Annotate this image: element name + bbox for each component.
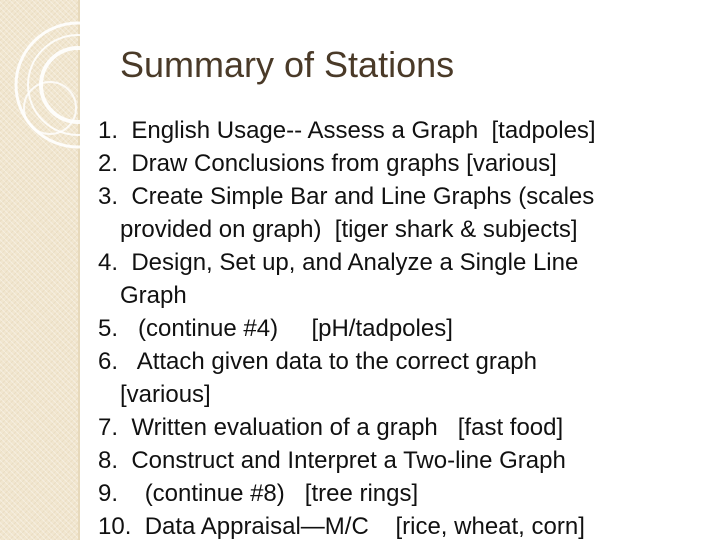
list-item	[98, 180, 708, 213]
list-item	[98, 246, 708, 279]
list-item-text: 6. Attach given data to the correct graph	[98, 348, 537, 375]
list-item-text: 1. English Usage-- Assess a Graph [tadpoles]	[98, 117, 596, 144]
list-item-text: 8. Construct and Interpret a Two-line Graph	[98, 447, 566, 474]
list-item-continuation: Graph	[120, 282, 187, 309]
list-item	[98, 147, 708, 180]
list-item-text: 3. Create Simple Bar and Line Graphs (scales	[98, 183, 595, 210]
list-item	[98, 444, 708, 477]
list-item	[98, 312, 708, 345]
list-item	[98, 378, 708, 411]
stations-list	[98, 114, 708, 543]
list-item	[98, 279, 708, 312]
list-item	[98, 510, 708, 543]
list-item	[98, 213, 708, 246]
list-item-text: 4. Design, Set up, and Analyze a Single Line	[98, 249, 579, 276]
list-item-text: 9. (continue #8) [tree rings]	[98, 480, 419, 507]
list-item-text: 10. Data Appraisal—M/C [rice, wheat, corn]	[98, 513, 585, 540]
list-item-continuation: [various]	[120, 381, 211, 408]
slide-title: Summary of Stations	[120, 44, 455, 85]
list-item	[98, 411, 708, 444]
list-item	[98, 114, 708, 147]
list-item-text: 2. Draw Conclusions from graphs [various]	[98, 150, 557, 177]
list-item-continuation: provided on graph) [tiger shark & subjects]	[120, 216, 578, 243]
list-item-text: 7. Written evaluation of a graph [fast food]	[98, 414, 564, 441]
list-item-text: 5. (continue #4) [pH/tadpoles]	[98, 315, 453, 342]
list-item	[98, 345, 708, 378]
list-item	[98, 477, 708, 510]
